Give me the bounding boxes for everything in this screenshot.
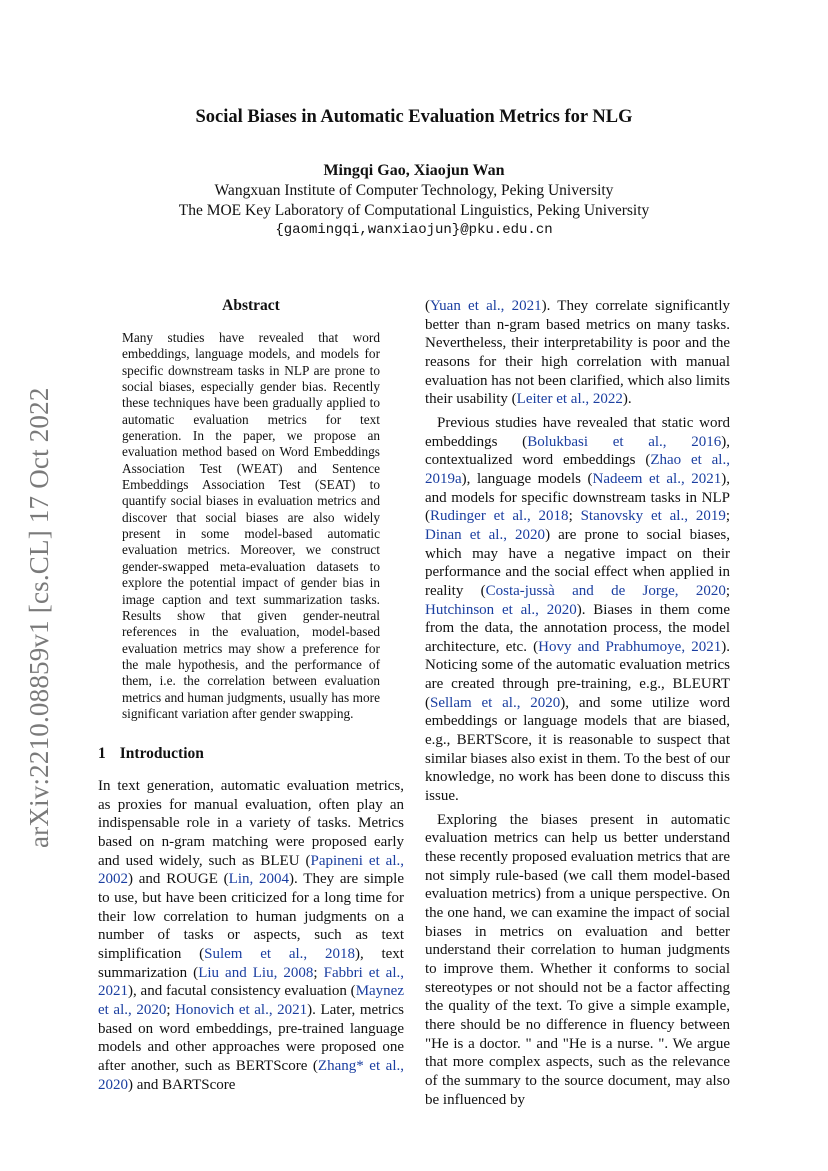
citation-link[interactable]: Costa-jussà and de Jorge, 2020 <box>485 582 726 599</box>
citation-link[interactable]: Liu and Liu, 2008 <box>198 964 314 981</box>
citation-link[interactable]: Yuan et al., 2021 <box>430 298 542 314</box>
intro-paragraph-1-cont: (Yuan et al., 2021). They correlate significantly better than n-gram based metrics on many tasks. Nevertheless, their interpretability is poor and the reasons for their high correlation with manual evaluation has not been clarified, which also limits their usability (Leiter et al., 2022). <box>425 298 730 408</box>
intro-paragraph-2: Previous studies have revealed that static word embeddings (Bolukbasi et al., 2016), contextualized word embeddings (Zhao et al., 2019a), language models (Nadeem et al., 2021), and models for specific downstream tasks in NLP (Rudinger et al., 2018; Stanovsky et al., 2019; Dinan et al., 2020) are prone to social biases, which may have a negative impact on their performance and the social effect when applied in reality (Costa-jussà and de Jorge, 2020; Hutchinson et al., 2020). Biases in them come from the data, the annotation process, the model architecture, etc. (Hovy and Prabhumoye, 2021). Noticing some of the automatic evaluation metrics are created through pre-training, e.g., BLEURT (Sellam et al., 2020), and some utilize word embeddings or language models that are biased, e.g., BERTScore, it is reasonable to suspect that similar biases also exist in them. To the best of our knowledge, no work has been done to discuss this issue. <box>425 414 731 805</box>
section-number: 1 <box>98 745 106 762</box>
citation-link[interactable]: Fabbri et al., 2021 <box>98 964 405 1000</box>
abstract-heading: Abstract <box>222 297 280 314</box>
section-title: Introduction <box>119 745 204 762</box>
section-heading-introduction <box>98 745 204 763</box>
abstract-text: Many studies have revealed that word embeddings, language models, and models for specific downstream tasks in NLP are prone to social biases, especially gender bias. Recently these techniques have been gradually applied to automatic evaluation metrics for text generation. In the paper, we propose an evaluation method based on Word Embeddings Association Test (WEAT) and Sentence Embeddings Association Test (SEAT) to quantify social biases in evaluation metrics and discover that social biases are also widely present in some model-based automatic evaluation metrics. Moreover, we construct gender-swapped meta-evaluation datasets to explore the potential impact of gender bias in image caption and text summarization tasks. Results show that given gender-neutral references in the evaluation, model-based evaluation metrics may show a preference for the male hypothesis, and the performance of them, i.e. the correlation between evaluation metrics and human judgments, usually has more significant variation after gender swapping. <box>122 330 380 721</box>
citation-link[interactable]: Maynez et al., 2020 <box>98 983 404 1018</box>
citation-link[interactable]: Stanovsky et al., 2019 <box>580 508 726 525</box>
citation-link[interactable]: Rudinger et al., 2018 <box>430 508 569 525</box>
arxiv-id: arXiv:2210.08859v1 [cs.CL] 17 Oct 2022 <box>24 387 54 848</box>
citation-link[interactable]: Hovy and Prabhumoye, 2021 <box>538 638 722 655</box>
citation-link[interactable]: Nadeem et al., 2021 <box>592 470 722 487</box>
citation-link[interactable]: Dinan et al., 2020 <box>425 526 546 543</box>
citation-link[interactable]: Zhang* et al., 2020 <box>98 1057 404 1093</box>
citation-link[interactable]: Leiter et al., 2022 <box>516 391 623 408</box>
paper-title: Social Biases in Automatic Evaluation Metrics for NLG <box>195 107 633 127</box>
right-column-body <box>425 297 730 1109</box>
author-email: {gaomingqi,wanxiaojun}@pku.edu.cn <box>275 222 553 238</box>
citation-link[interactable]: Honovich et al., 2021 <box>175 1001 308 1018</box>
affiliation-2: The MOE Key Laboratory of Computational Linguistics, Peking University <box>178 202 650 219</box>
left-column-body <box>98 777 404 1094</box>
intro-paragraph-3: Exploring the biases present in automatic evaluation metrics can help us better understand these recently proposed evaluation metrics that are not simply rule-based (we call them model-based evaluation metrics) from a unique perspective. On the one hand, we can examine the impact of social biases in metrics on evaluation and better understand their correlation to human judgments to improve them. Whether it conforms to social stereotypes or not should not be a factor affecting the quality of the text. To give a simple example, there should be no difference in fluency between "He is a doctor. " and "He is a nurse. ". We argue that more complex aspects, such as the relevance of the summary to the source document, may also be influenced by <box>425 811 730 1108</box>
citation-link[interactable]: Sulem et al., 2018 <box>204 945 355 962</box>
arxiv-stamp <box>24 368 54 848</box>
citation-link[interactable]: Bolukbasi et al., 2016 <box>527 433 722 450</box>
citation-link[interactable]: Zhao et al., 2019a <box>425 452 730 487</box>
citation-link[interactable]: Hutchinson et al., 2020 <box>425 601 577 618</box>
author-names: Mingqi Gao, Xiaojun Wan <box>323 162 505 179</box>
affiliation-1: Wangxuan Institute of Computer Technology, Peking University <box>214 182 614 199</box>
citation-link[interactable]: Lin, 2004 <box>228 871 290 888</box>
intro-paragraph-1: In text generation, automatic evaluation metrics, as proxies for manual evaluation, often play an indispensable role in a variety of tasks. Metrics based on n-gram matching were proposed early and used widely, such as BLEU (Papineni et al., 2002) and ROUGE (Lin, 2004). They are simple to use, but have been criticized for a long time for their low correlation to human judgments on a number of tasks or aspects, such as text simplification (Sulem et al., 2018), text summarization (Liu and Liu, 2008; Fabbri et al., 2021), and facutal consistency evaluation (Maynez et al., 2020; Honovich et al., 2021). Later, metrics based on word embeddings, pre-trained language models and other approaches were proposed one after another, such as BERTScore (Zhang* et al., 2020) and BARTScore <box>98 778 405 1093</box>
citation-link[interactable]: Sellam et al., 2020 <box>430 694 561 711</box>
citation-link[interactable]: Papineni et al., 2002 <box>98 852 404 888</box>
